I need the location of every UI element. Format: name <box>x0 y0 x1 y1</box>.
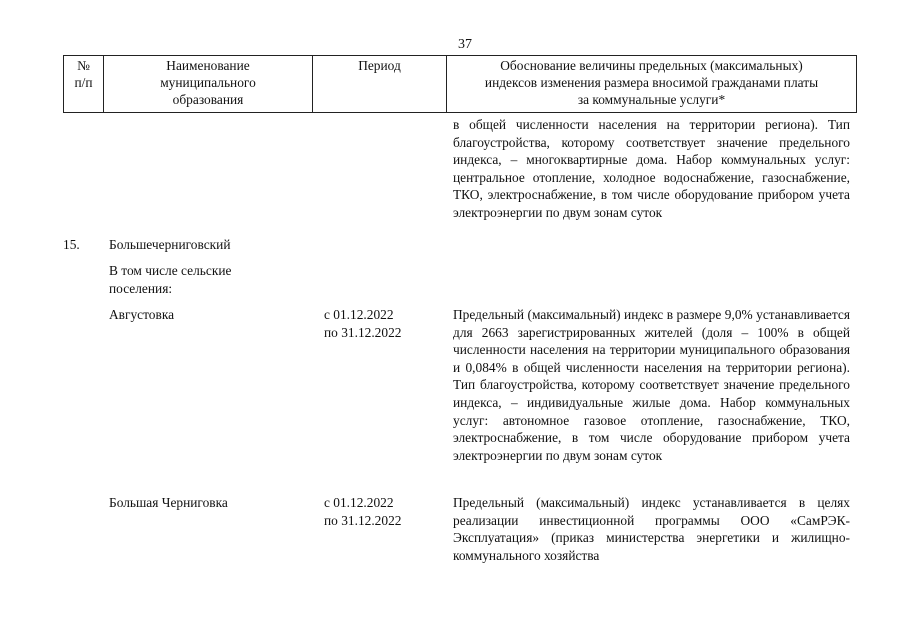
page-number: 37 <box>458 37 472 52</box>
district-subheading: В том числе сельские поселения: <box>109 263 232 296</box>
header-basis-column: Обоснование величины предельных (максимальных) индексов изменения размера вносимой гражданами платы за коммунальные услуги* <box>447 56 857 113</box>
header-period-column: Период <box>313 56 447 113</box>
row-basis-bolshaya-chernigovka: Предельный (максимальный) индекс устанавливается в целях реализации инвестиционной программы ООО «СамРЭК-Эксплуатация» (приказ министерства энергетики и жилищно-коммунального хозяйства <box>453 495 850 563</box>
row-name-bolshaya-chernigovka: Большая Черниговка <box>109 495 228 510</box>
district-number: 15. <box>63 237 80 252</box>
table-header <box>63 55 857 113</box>
row-period-bolshaya-chernigovka: с 01.12.2022 по 31.12.2022 <box>324 495 402 528</box>
row-basis-avgustovka: Предельный (максимальный) индекс в размере 9,0% устанавливается для 2663 зарегистрированных жителей (доля – 100% в общей численности населения на территории муниципального образования и 0,084% в общей численности населения на территории региона). Тип благоустройства, которому соответствует значение предельного индекса, – индивидуальные жилые дома. Набор коммунальных услуг: автономное газовое отопление, газоснабжение, ТКО, электроснабжение, в том числе оборудование прибором учета электроэнергии по двум зонам суток <box>453 307 850 463</box>
district-name: Большечерниговский <box>109 237 231 252</box>
header-name-column: Наименование муниципального образования <box>104 56 313 113</box>
continuation-text: в общей численности населения на территории региона). Тип благоустройства, которому соответствует значение предельного индекса, – многоквартирные дома. Набор коммунальных услуг: центральное отопление, холодное водоснабжение, газоснабжение, ТКО, электроснабжение, в том числе оборудование прибором учета электроэнергии по двум зонам суток <box>453 117 850 220</box>
row-period-avgustovka: с 01.12.2022 по 31.12.2022 <box>324 307 402 340</box>
row-name-avgustovka: Августовка <box>109 307 175 322</box>
header-number-column: № п/п <box>64 56 104 113</box>
